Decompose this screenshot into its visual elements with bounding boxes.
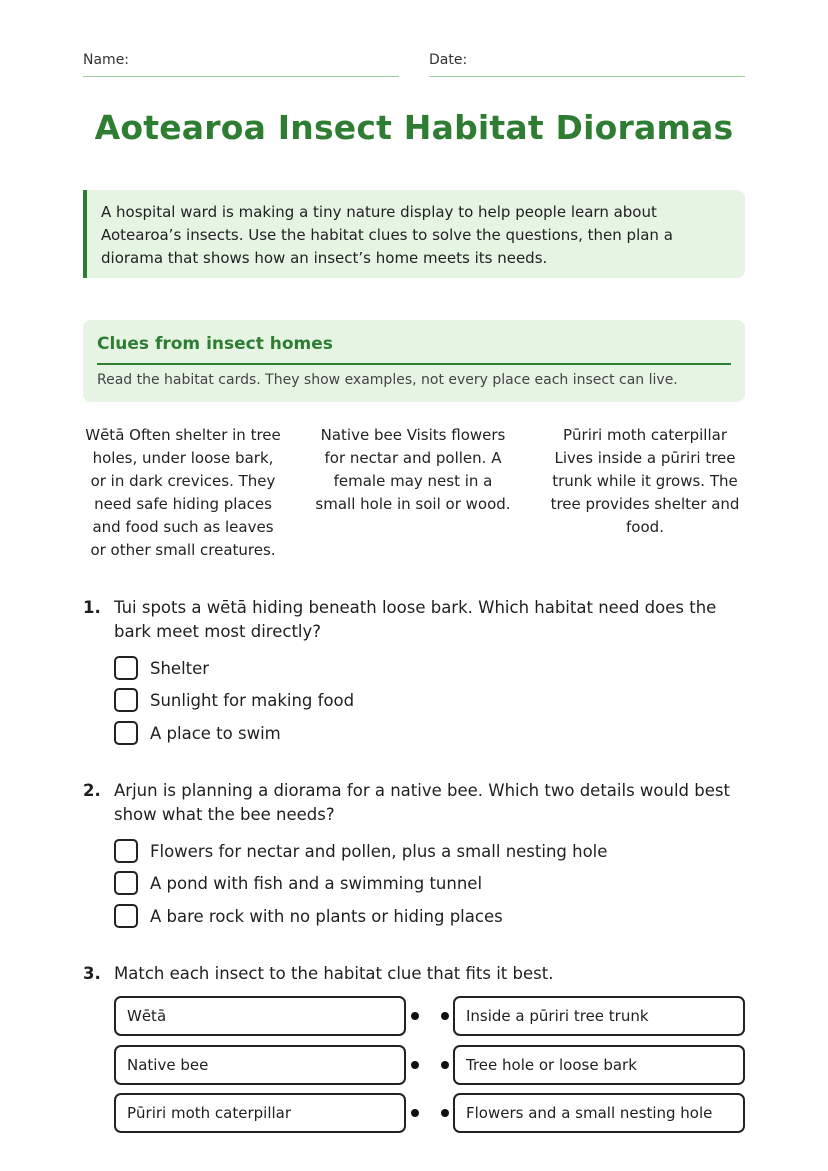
match-insect-puriri-moth[interactable]: Pūriri moth caterpillar: [114, 1093, 406, 1133]
question-text: Arjun is planning a diorama for a native bee. Which two details would best show what the bee needs?: [114, 781, 730, 824]
option-label: Shelter: [150, 659, 210, 678]
match-insect-weta[interactable]: Wētā: [114, 996, 406, 1036]
question-number: 2.: [83, 781, 101, 800]
match-row: [114, 996, 745, 1036]
checkbox[interactable]: [114, 839, 138, 863]
option-label: A bare rock with no plants or hiding places: [150, 907, 503, 926]
clues-note: Read the habitat cards. They show examples, not every place each insect can live.: [97, 372, 678, 388]
name-date-row: [83, 52, 745, 78]
match-row: [114, 1045, 745, 1085]
clues-panel: [83, 320, 745, 402]
checkbox[interactable]: [114, 688, 138, 712]
option-label: Flowers for nectar and pollen, plus a small nesting hole: [150, 842, 608, 861]
question-2: [83, 779, 745, 939]
match-dot-left[interactable]: [411, 1012, 419, 1020]
question-number: 3.: [83, 964, 101, 983]
habitat-card-puriri-moth: Pūriri moth caterpillar Lives inside a pūriri tree trunk while it grows. The tree provides shelter and food.: [550, 426, 740, 536]
name-label: Name:: [83, 52, 130, 68]
question-text: Tui spots a wētā hiding beneath loose bark. Which habitat need does the bark meet most directly?: [114, 598, 717, 641]
option-label: A pond with fish and a swimming tunnel: [150, 874, 483, 893]
page-title: Aotearoa Insect Habitat Dioramas: [94, 108, 734, 147]
checkbox[interactable]: [114, 904, 138, 928]
date-label: Date:: [429, 52, 468, 68]
option-label: A place to swim: [150, 724, 281, 743]
match-dot-left[interactable]: [411, 1109, 419, 1117]
question-1: [83, 596, 745, 756]
question-3: [83, 962, 745, 1142]
option-label: Sunlight for making food: [150, 691, 355, 710]
match-clue-tree-hole[interactable]: Tree hole or loose bark: [453, 1045, 745, 1085]
match-dot-right[interactable]: [441, 1061, 449, 1069]
intro-callout: A hospital ward is making a tiny nature display to help people learn about Aotearoa’s insects. Use the habitat clues to solve the questions, then plan a diorama that shows how an insect’s home meets its needs.: [83, 190, 745, 278]
checkbox[interactable]: [114, 871, 138, 895]
habitat-card-native-bee: Native bee Visits flowers for nectar and pollen. A female may nest in a small hole in soil or wood.: [315, 426, 511, 513]
clues-title: Clues from insect homes: [97, 332, 731, 365]
date-field[interactable]: [429, 52, 745, 77]
match-insect-native-bee[interactable]: Native bee: [114, 1045, 406, 1085]
match-clue-flowers-nest[interactable]: Flowers and a small nesting hole: [453, 1093, 745, 1133]
match-row: [114, 1093, 745, 1133]
name-field[interactable]: [83, 52, 399, 77]
match-dot-right[interactable]: [441, 1109, 449, 1117]
habitat-card-weta: Wētā Often shelter in tree holes, under loose bark, or in dark crevices. They need safe hiding places and food such as leaves or other small creatures.: [85, 426, 281, 559]
match-dot-right[interactable]: [441, 1012, 449, 1020]
question-number: 1.: [83, 598, 101, 617]
checkbox[interactable]: [114, 721, 138, 745]
question-text: Match each insect to the habitat clue that fits it best.: [114, 964, 554, 983]
checkbox[interactable]: [114, 656, 138, 680]
match-clue-puriri-trunk[interactable]: Inside a pūriri tree trunk: [453, 996, 745, 1036]
match-dot-left[interactable]: [411, 1061, 419, 1069]
